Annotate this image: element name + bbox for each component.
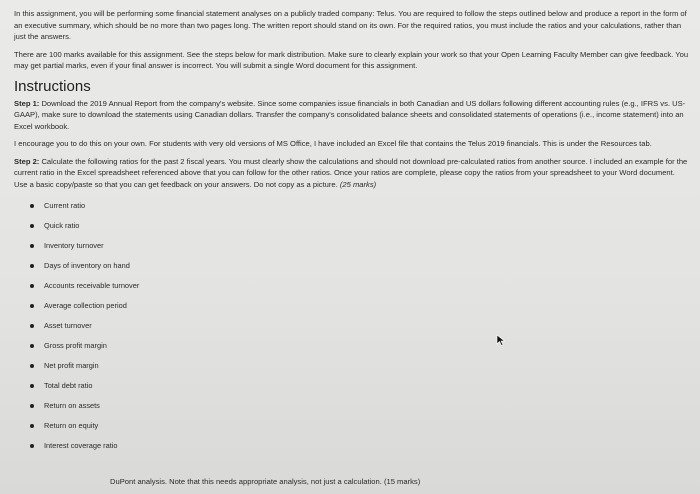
bullet-icon (30, 284, 34, 288)
step2-text: Calculate the following ratios for the past 2 fiscal years. You must clearly show the calculations and should not download pre-calculated ratios from another source. I included an example for the current ratio in the Excel spreadsheet referenced above that you can follow for the other ratios. Once your ratios are complete, please copy the ratios from your spreadsheet to your Word document. Use a basic copy/paste so that you can get feedback on your answers. Do not copy as a picture. (14, 156, 688, 189)
step1-paragraph (14, 98, 690, 133)
ratio-item: Return on assets (30, 396, 690, 416)
ratio-item: Gross profit margin (30, 336, 690, 356)
ratio-item: Total debt ratio (30, 376, 690, 396)
ratio-item: Net profit margin (30, 356, 690, 376)
instructions-heading: Instructions (14, 77, 91, 95)
cutoff-line: DuPont analysis. Note that this needs appropriate analysis, not just a calculation. (15 marks) (110, 477, 421, 486)
mouse-cursor-icon (496, 334, 506, 346)
ratio-item: Average collection period (30, 296, 690, 316)
ratio-item: Inventory turnover (30, 236, 690, 256)
bullet-icon (30, 364, 34, 368)
bullet-icon (30, 304, 34, 308)
ratio-item: Accounts receivable turnover (30, 276, 690, 296)
bullet-icon (30, 344, 34, 348)
bullet-icon (30, 404, 34, 408)
step2-marks: (25 marks) (337, 179, 377, 189)
bullet-icon (30, 204, 34, 208)
step2-paragraph (14, 156, 690, 191)
step2-label: Step 2: (14, 156, 40, 166)
intro-paragraph: In this assignment, you will be performing some financial statement analyses on a publicly traded company: Telus. You are required to follow the steps outlined below and produce a report in the form of an executive summary, which should be no more than two pages long. The written report should stand on its own. For the required ratios, you must include the ratios and your calculations, rather than just the answers. (14, 9, 687, 41)
bullet-icon (30, 244, 34, 248)
ratio-item: Asset turnover (30, 316, 690, 336)
ratio-item: Quick ratio (30, 216, 690, 236)
bullet-icon (30, 264, 34, 268)
ratio-list (14, 196, 690, 456)
step1-label: Step 1: (14, 98, 40, 108)
bullet-icon (30, 384, 34, 388)
marks-paragraph: There are 100 marks available for this assignment. See the steps below for mark distribution. Make sure to clearly explain your work so that your Open Learning Faculty Member can give feedback. You may get partial marks, even if your final answer is incorrect. You will submit a single Word document for this assignment. (14, 49, 689, 70)
bullet-icon (30, 224, 34, 228)
ratio-item: Days of inventory on hand (30, 256, 690, 276)
ratio-item: Current ratio (30, 196, 690, 216)
step1-text: Download the 2019 Annual Report from the company's website. Since some companies issue financials in both Canadian and US dollars following different accounting rules (e.g., IFRS vs. US-GAAP), make sure to download the statements using Canadian dollars. Transfer the company's consolidated balance sheets and consolidated statements of operations (i.e., income statement) into an Excel workbook. (14, 98, 686, 131)
bullet-icon (30, 424, 34, 428)
ratio-item: Interest coverage ratio (30, 436, 690, 456)
encourage-paragraph: I encourage you to do this on your own. For students with very old versions of MS Office, I have included an Excel file that contains the Telus 2019 financials. This is under the Resources tab. (14, 139, 652, 148)
bullet-icon (30, 324, 34, 328)
assignment-content (14, 8, 690, 456)
bullet-icon (30, 444, 34, 448)
ratio-item: Return on equity (30, 416, 690, 436)
